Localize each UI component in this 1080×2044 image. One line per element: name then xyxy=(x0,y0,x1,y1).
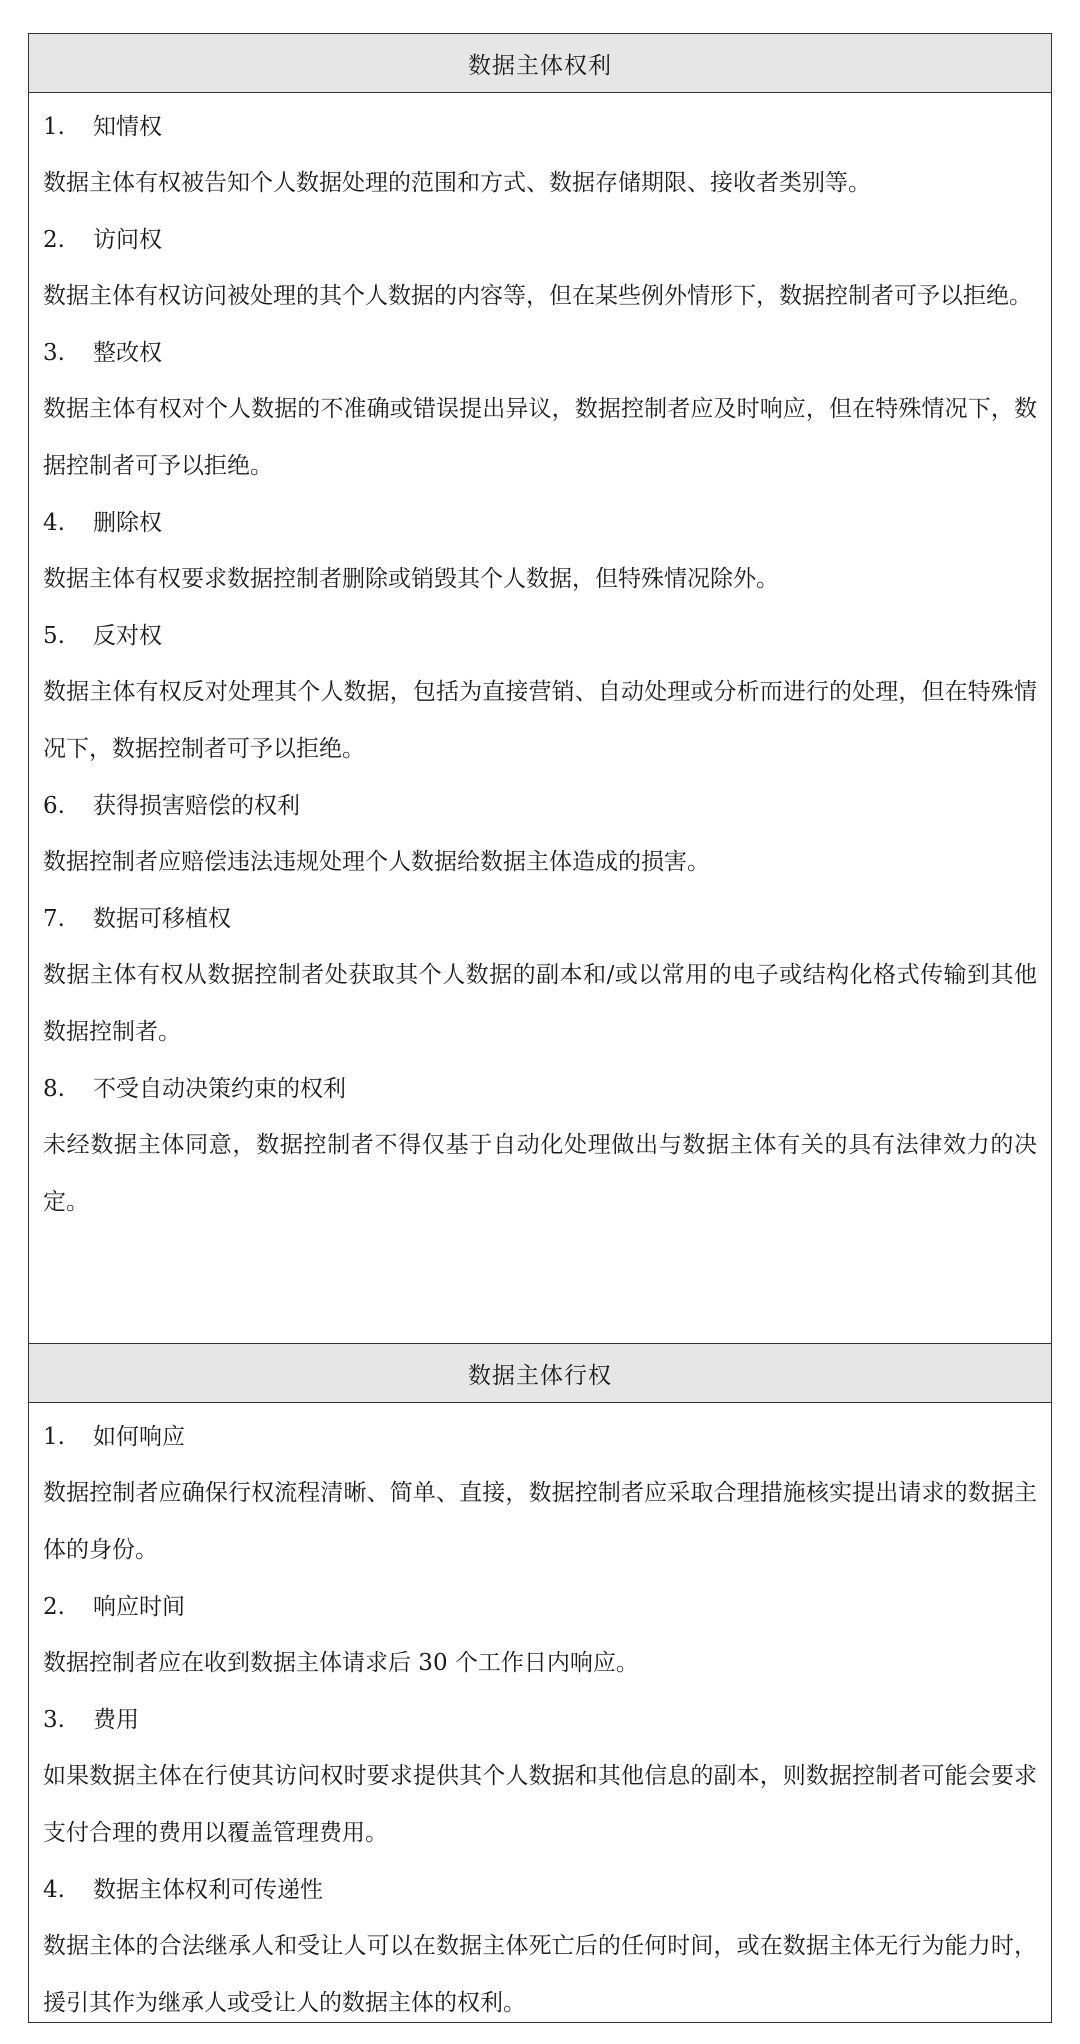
item-number: 4. xyxy=(43,1877,65,1903)
rights-list xyxy=(29,93,1051,1231)
item-number: 8. xyxy=(43,1076,65,1102)
list-item xyxy=(43,99,1037,212)
item-heading xyxy=(43,99,1037,155)
item-title: 响应时间 xyxy=(93,1594,185,1620)
item-number: 6. xyxy=(43,793,65,819)
item-description: 数据主体有权要求数据控制者删除或销毁其个人数据，但特殊情况除外。 xyxy=(43,566,779,592)
item-description: 数据主体的合法继承人和受让人可以在数据主体死亡后的任何时间，或在数据主体无行为能力时，援引其作为继承人或受让人的数据主体的权利。 xyxy=(43,1933,1037,2016)
item-title: 不受自动决策约束的权利 xyxy=(93,1076,346,1102)
list-item xyxy=(43,1579,1037,1692)
item-heading xyxy=(43,1061,1037,1117)
list-item xyxy=(43,778,1037,891)
item-title: 获得损害赔偿的权利 xyxy=(93,793,300,819)
item-description: 数据主体有权从数据控制者处获取其个人数据的副本和/或以常用的电子或结构化格式传输到其他数据控制者。 xyxy=(43,962,1037,1045)
item-number: 4. xyxy=(43,510,65,536)
list-item xyxy=(43,495,1037,608)
item-number: 7. xyxy=(43,906,65,932)
item-description: 数据主体有权对个人数据的不准确或错误提出异议，数据控制者应及时响应，但在特殊情况下，数据控制者可予以拒绝。 xyxy=(43,396,1037,479)
item-heading xyxy=(43,495,1037,551)
item-title: 数据主体权利可传递性 xyxy=(93,1877,323,1903)
list-item xyxy=(43,212,1037,325)
item-number: 3. xyxy=(43,1707,65,1733)
item-number: 1. xyxy=(43,1424,65,1450)
list-item xyxy=(43,325,1037,495)
list-item xyxy=(43,1862,1037,2032)
item-description: 数据控制者应在收到数据主体请求后 30 个工作日内响应。 xyxy=(43,1650,639,1676)
item-number: 1. xyxy=(43,114,65,140)
item-title: 整改权 xyxy=(93,340,162,366)
list-item xyxy=(43,1061,1037,1231)
item-title: 数据可移植权 xyxy=(93,906,231,932)
item-heading xyxy=(43,1579,1037,1635)
section-title: 数据主体权利 xyxy=(29,34,1051,93)
item-heading xyxy=(43,608,1037,664)
item-heading xyxy=(43,212,1037,268)
exercise-list xyxy=(29,1403,1051,2032)
item-heading xyxy=(43,325,1037,381)
item-title: 反对权 xyxy=(93,623,162,649)
item-heading xyxy=(43,1692,1037,1748)
list-item xyxy=(43,1692,1037,1862)
item-description: 数据主体有权访问被处理的其个人数据的内容等，但在某些例外情形下，数据控制者可予以拒绝。 xyxy=(43,283,1032,309)
item-title: 访问权 xyxy=(93,227,162,253)
item-number: 2. xyxy=(43,227,65,253)
item-description: 数据控制者应赔偿违法违规处理个人数据给数据主体造成的损害。 xyxy=(43,849,710,875)
item-heading xyxy=(43,1862,1037,1918)
list-item xyxy=(43,891,1037,1061)
item-title: 知情权 xyxy=(93,114,162,140)
item-title: 费用 xyxy=(93,1707,139,1733)
list-item xyxy=(43,608,1037,778)
item-number: 3. xyxy=(43,340,65,366)
item-heading xyxy=(43,778,1037,834)
section-title: 数据主体行权 xyxy=(29,1344,1051,1403)
item-number: 2. xyxy=(43,1594,65,1620)
item-number: 5. xyxy=(43,623,65,649)
item-heading xyxy=(43,891,1037,947)
item-heading xyxy=(43,1409,1037,1465)
item-title: 如何响应 xyxy=(93,1424,185,1450)
list-item xyxy=(43,1409,1037,1579)
item-description: 如果数据主体在行使其访问权时要求提供其个人数据和其他信息的副本，则数据控制者可能会要求支付合理的费用以覆盖管理费用。 xyxy=(43,1763,1037,1846)
item-description: 未经数据主体同意，数据控制者不得仅基于自动化处理做出与数据主体有关的具有法律效力的决定。 xyxy=(43,1132,1037,1215)
item-description: 数据主体有权被告知个人数据处理的范围和方式、数据存储期限、接收者类别等。 xyxy=(43,170,871,196)
item-description: 数据控制者应确保行权流程清晰、简单、直接，数据控制者应采取合理措施核实提出请求的数据主体的身份。 xyxy=(43,1480,1037,1563)
item-title: 删除权 xyxy=(93,510,162,536)
data-subject-exercise-box xyxy=(28,1343,1052,2023)
item-description: 数据主体有权反对处理其个人数据，包括为直接营销、自动处理或分析而进行的处理，但在特殊情况下，数据控制者可予以拒绝。 xyxy=(43,679,1037,762)
data-subject-rights-box xyxy=(28,33,1052,1344)
